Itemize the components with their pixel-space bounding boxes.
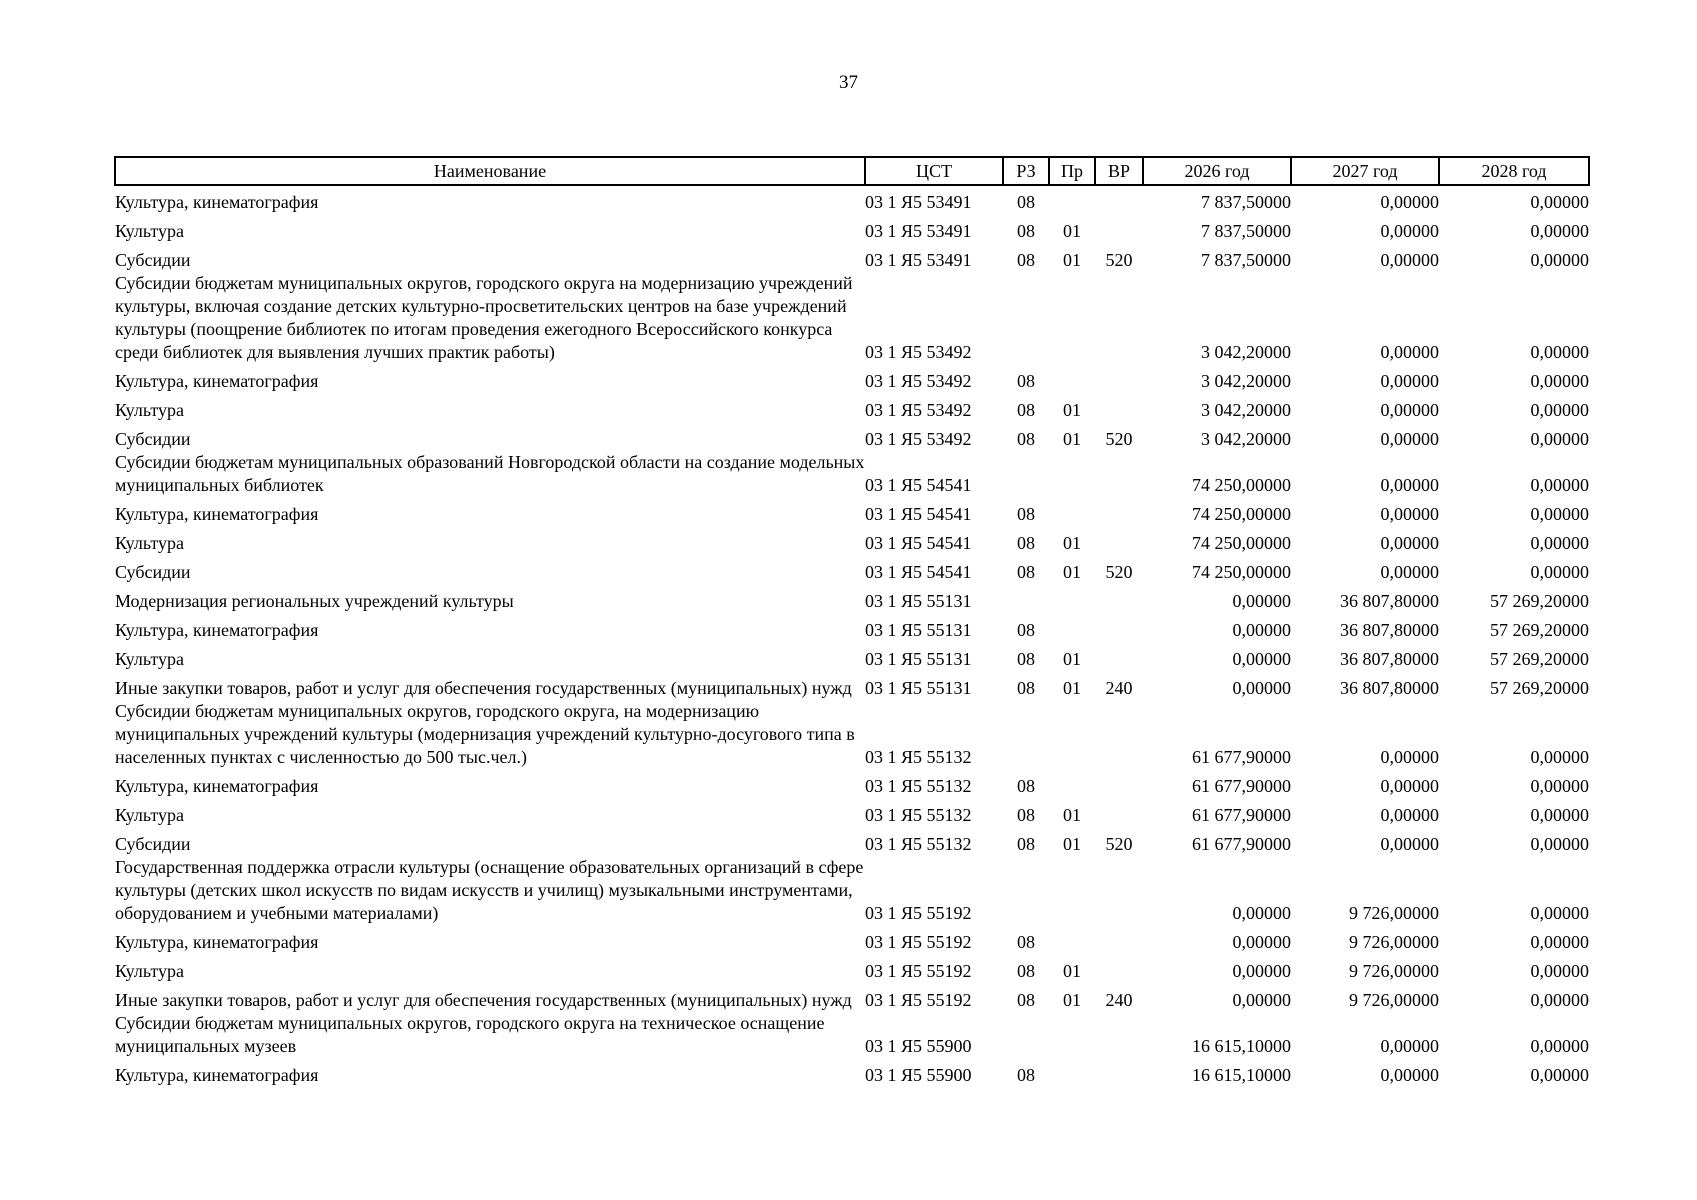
cell-rz: 08 bbox=[1017, 221, 1035, 241]
budget-table bbox=[114, 156, 1590, 1087]
cell-pr bbox=[1049, 613, 1095, 642]
cell-cst: 03 1 Я5 53491 bbox=[865, 221, 972, 241]
table-body bbox=[115, 185, 1589, 1087]
cell-2027: 9 726,00000 bbox=[1349, 990, 1439, 1010]
cell-pr bbox=[1049, 1058, 1095, 1087]
table-row bbox=[115, 422, 1589, 451]
cell-2027: 0,00000 bbox=[1380, 429, 1439, 449]
cell-cst: 03 1 Я5 55192 bbox=[865, 961, 972, 981]
cell-rz bbox=[1003, 1012, 1049, 1058]
cell-rz: 08 bbox=[1017, 834, 1035, 854]
cell-rz: 08 bbox=[1017, 649, 1035, 669]
cell-cst: 03 1 Я5 54541 bbox=[865, 504, 972, 524]
cell-name: Культура bbox=[115, 221, 184, 241]
cell-pr: 01 bbox=[1063, 429, 1081, 449]
cell-name: Субсидии бюджетам муниципальных округов, городского округа на модернизацию учреждений культуры, включая создание детских культурно-просветительских центров на базе учреждений культуры (поощрение библиотек по итогам проведения ежегодного Всероссийского конкурса среди библиотек для выявления лучших практик работы) bbox=[115, 273, 853, 362]
cell-cst: 03 1 Я5 55900 bbox=[865, 1036, 972, 1056]
cell-rz: 08 bbox=[1017, 805, 1035, 825]
cell-name: Субсидии bbox=[115, 250, 191, 270]
cell-pr: 01 bbox=[1063, 834, 1081, 854]
cell-name: Субсидии бюджетам муниципальных округов, городского округа на техническое оснащение муниципальных музеев bbox=[115, 1013, 825, 1056]
cell-2027: 0,00000 bbox=[1380, 504, 1439, 524]
cell-vr bbox=[1095, 185, 1143, 214]
cell-cst: 03 1 Я5 55192 bbox=[865, 932, 972, 952]
cell-2027: 9 726,00000 bbox=[1349, 903, 1439, 923]
cell-pr bbox=[1049, 364, 1095, 393]
cell-2026: 16 615,10000 bbox=[1192, 1036, 1291, 1056]
cell-name: Субсидии бюджетам муниципальных округов, городского округа, на модернизацию муниципальных учреждений культуры (модернизация учреждений культурно-досугового типа в населенных пунктах с численностью до 500 тыс.чел.) bbox=[115, 701, 855, 767]
cell-2026: 0,00000 bbox=[1232, 591, 1291, 611]
table-row bbox=[115, 555, 1589, 584]
cell-cst: 03 1 Я5 53492 bbox=[865, 342, 972, 362]
cell-2026: 7 837,50000 bbox=[1201, 192, 1291, 212]
cell-rz: 08 bbox=[1017, 562, 1035, 582]
cell-cst: 03 1 Я5 54541 bbox=[865, 533, 972, 553]
cell-pr bbox=[1049, 272, 1095, 364]
cell-rz: 08 bbox=[1017, 400, 1035, 420]
cell-2026: 61 677,90000 bbox=[1192, 776, 1291, 796]
cell-vr bbox=[1095, 497, 1143, 526]
table-row bbox=[115, 983, 1589, 1012]
cell-name: Культура, кинематография bbox=[115, 1065, 319, 1085]
cell-2026: 0,00000 bbox=[1232, 932, 1291, 952]
header-2027: 2027 год bbox=[1291, 157, 1439, 185]
cell-vr bbox=[1095, 364, 1143, 393]
cell-2028: 57 269,20000 bbox=[1490, 678, 1589, 698]
cell-cst: 03 1 Я5 55132 bbox=[865, 747, 972, 767]
cell-2027: 9 726,00000 bbox=[1349, 932, 1439, 952]
cell-2028: 57 269,20000 bbox=[1490, 620, 1589, 640]
cell-2028: 0,00000 bbox=[1530, 342, 1589, 362]
cell-vr bbox=[1095, 1012, 1143, 1058]
cell-rz bbox=[1003, 272, 1049, 364]
cell-2026: 0,00000 bbox=[1232, 678, 1291, 698]
cell-2026: 7 837,50000 bbox=[1201, 221, 1291, 241]
cell-pr: 01 bbox=[1063, 400, 1081, 420]
cell-pr: 01 bbox=[1063, 533, 1081, 553]
cell-cst: 03 1 Я5 55131 bbox=[865, 678, 972, 698]
cell-vr: 520 bbox=[1105, 429, 1133, 449]
header-name: Наименование bbox=[115, 157, 865, 185]
cell-pr: 01 bbox=[1063, 961, 1081, 981]
cell-cst: 03 1 Я5 53492 bbox=[865, 400, 972, 420]
table-row bbox=[115, 393, 1589, 422]
cell-name: Культура, кинематография bbox=[115, 504, 319, 524]
cell-rz: 08 bbox=[1017, 776, 1035, 796]
cell-2028: 0,00000 bbox=[1530, 1036, 1589, 1056]
cell-rz bbox=[1003, 584, 1049, 613]
cell-name: Культура bbox=[115, 961, 184, 981]
table-row bbox=[115, 214, 1589, 243]
cell-2028: 0,00000 bbox=[1530, 747, 1589, 767]
cell-pr: 01 bbox=[1063, 805, 1081, 825]
cell-pr: 01 bbox=[1063, 250, 1081, 270]
table-row bbox=[115, 243, 1589, 272]
cell-vr bbox=[1095, 393, 1143, 422]
cell-pr bbox=[1049, 700, 1095, 769]
cell-name: Культура, кинематография bbox=[115, 192, 319, 212]
cell-2027: 0,00000 bbox=[1380, 475, 1439, 495]
cell-2028: 0,00000 bbox=[1530, 429, 1589, 449]
cell-name: Субсидии бюджетам муниципальных образований Новгородской области на создание модельных муниципальных библиотек bbox=[115, 452, 865, 495]
cell-2027: 0,00000 bbox=[1380, 1036, 1439, 1056]
cell-name: Культура bbox=[115, 649, 184, 669]
cell-pr: 01 bbox=[1063, 562, 1081, 582]
cell-2027: 0,00000 bbox=[1380, 221, 1439, 241]
cell-2026: 0,00000 bbox=[1232, 903, 1291, 923]
cell-2026: 0,00000 bbox=[1232, 961, 1291, 981]
cell-2028: 0,00000 bbox=[1530, 932, 1589, 952]
table-row bbox=[115, 798, 1589, 827]
cell-2026: 74 250,00000 bbox=[1192, 562, 1291, 582]
cell-2026: 74 250,00000 bbox=[1192, 504, 1291, 524]
table-row bbox=[115, 954, 1589, 983]
cell-pr bbox=[1049, 769, 1095, 798]
cell-name: Субсидии bbox=[115, 562, 191, 582]
cell-name: Государственная поддержка отрасли культуры (оснащение образовательных организаций в сфере культуры (детских школ искусств по видам искусств и училищ) музыкальными инструментами, оборудованием и учебными материалами) bbox=[115, 857, 864, 923]
cell-pr: 01 bbox=[1063, 990, 1081, 1010]
cell-2028: 0,00000 bbox=[1530, 776, 1589, 796]
cell-pr: 01 bbox=[1063, 649, 1081, 669]
cell-rz bbox=[1003, 451, 1049, 497]
header-rz: РЗ bbox=[1003, 157, 1049, 185]
cell-name: Иные закупки товаров, работ и услуг для обеспечения государственных (муниципальных) нужд bbox=[115, 678, 852, 698]
cell-2026: 3 042,20000 bbox=[1201, 429, 1291, 449]
cell-2028: 0,00000 bbox=[1530, 805, 1589, 825]
cell-2028: 0,00000 bbox=[1530, 192, 1589, 212]
cell-2028: 0,00000 bbox=[1530, 834, 1589, 854]
cell-2026: 0,00000 bbox=[1232, 620, 1291, 640]
cell-2027: 0,00000 bbox=[1380, 776, 1439, 796]
cell-cst: 03 1 Я5 55131 bbox=[865, 649, 972, 669]
header-vr: ВР bbox=[1095, 157, 1143, 185]
cell-cst: 03 1 Я5 55192 bbox=[865, 990, 972, 1010]
cell-cst: 03 1 Я5 55132 bbox=[865, 776, 972, 796]
cell-2027: 0,00000 bbox=[1380, 371, 1439, 391]
table-row bbox=[115, 497, 1589, 526]
cell-cst: 03 1 Я5 53491 bbox=[865, 192, 972, 212]
cell-2026: 3 042,20000 bbox=[1201, 400, 1291, 420]
cell-rz: 08 bbox=[1017, 678, 1035, 698]
cell-vr: 520 bbox=[1105, 562, 1133, 582]
cell-2027: 36 807,80000 bbox=[1340, 591, 1439, 611]
cell-rz: 08 bbox=[1017, 192, 1035, 212]
cell-cst: 03 1 Я5 54541 bbox=[865, 562, 972, 582]
cell-2027: 9 726,00000 bbox=[1349, 961, 1439, 981]
cell-2027: 0,00000 bbox=[1380, 342, 1439, 362]
cell-vr: 520 bbox=[1105, 250, 1133, 270]
cell-name: Субсидии bbox=[115, 429, 191, 449]
cell-vr bbox=[1095, 798, 1143, 827]
table-row bbox=[115, 642, 1589, 671]
table-row bbox=[115, 700, 1589, 769]
cell-vr bbox=[1095, 272, 1143, 364]
cell-name: Культура, кинематография bbox=[115, 620, 319, 640]
cell-2026: 61 677,90000 bbox=[1192, 805, 1291, 825]
cell-vr bbox=[1095, 584, 1143, 613]
cell-2027: 0,00000 bbox=[1380, 747, 1439, 767]
cell-name: Культура bbox=[115, 400, 184, 420]
cell-2028: 0,00000 bbox=[1530, 1065, 1589, 1085]
cell-rz bbox=[1003, 700, 1049, 769]
cell-vr: 240 bbox=[1105, 990, 1133, 1010]
cell-2027: 0,00000 bbox=[1380, 834, 1439, 854]
cell-vr bbox=[1095, 526, 1143, 555]
cell-pr: 01 bbox=[1063, 221, 1081, 241]
cell-pr bbox=[1049, 497, 1095, 526]
cell-vr bbox=[1095, 1058, 1143, 1087]
cell-2028: 0,00000 bbox=[1530, 504, 1589, 524]
cell-vr: 240 bbox=[1105, 678, 1133, 698]
cell-2026: 16 615,10000 bbox=[1192, 1065, 1291, 1085]
cell-rz: 08 bbox=[1017, 429, 1035, 449]
cell-vr bbox=[1095, 451, 1143, 497]
cell-pr bbox=[1049, 925, 1095, 954]
cell-2026: 3 042,20000 bbox=[1201, 371, 1291, 391]
cell-cst: 03 1 Я5 55132 bbox=[865, 834, 972, 854]
cell-2026: 0,00000 bbox=[1232, 990, 1291, 1010]
cell-2026: 61 677,90000 bbox=[1192, 747, 1291, 767]
table-row bbox=[115, 451, 1589, 497]
cell-2028: 0,00000 bbox=[1530, 562, 1589, 582]
cell-rz: 08 bbox=[1017, 1065, 1035, 1085]
cell-2026: 7 837,50000 bbox=[1201, 250, 1291, 270]
cell-2028: 0,00000 bbox=[1530, 400, 1589, 420]
cell-cst: 03 1 Я5 53492 bbox=[865, 371, 972, 391]
cell-2027: 0,00000 bbox=[1380, 250, 1439, 270]
cell-cst: 03 1 Я5 55900 bbox=[865, 1065, 972, 1085]
cell-2027: 0,00000 bbox=[1380, 805, 1439, 825]
cell-rz: 08 bbox=[1017, 250, 1035, 270]
cell-2028: 0,00000 bbox=[1530, 250, 1589, 270]
table-header-row bbox=[115, 157, 1589, 185]
header-2028: 2028 год bbox=[1439, 157, 1589, 185]
cell-2027: 0,00000 bbox=[1380, 192, 1439, 212]
cell-2028: 57 269,20000 bbox=[1490, 591, 1589, 611]
cell-rz bbox=[1003, 856, 1049, 925]
header-cst: ЦСТ bbox=[865, 157, 1003, 185]
cell-name: Культура bbox=[115, 533, 184, 553]
table-row bbox=[115, 185, 1589, 214]
cell-name: Культура, кинематография bbox=[115, 371, 319, 391]
table-row bbox=[115, 925, 1589, 954]
cell-name: Субсидии bbox=[115, 834, 191, 854]
cell-rz: 08 bbox=[1017, 620, 1035, 640]
cell-pr bbox=[1049, 185, 1095, 214]
cell-2027: 0,00000 bbox=[1380, 562, 1439, 582]
table-row bbox=[115, 613, 1589, 642]
cell-name: Культура, кинематография bbox=[115, 932, 319, 952]
cell-name: Иные закупки товаров, работ и услуг для обеспечения государственных (муниципальных) нужд bbox=[115, 990, 852, 1010]
cell-vr bbox=[1095, 925, 1143, 954]
page-number: 37 bbox=[839, 72, 858, 93]
cell-2027: 36 807,80000 bbox=[1340, 649, 1439, 669]
cell-name: Модернизация региональных учреждений культуры bbox=[115, 591, 514, 611]
cell-2028: 0,00000 bbox=[1530, 990, 1589, 1010]
cell-rz: 08 bbox=[1017, 932, 1035, 952]
header-pr: Пр bbox=[1049, 157, 1095, 185]
cell-2028: 0,00000 bbox=[1530, 371, 1589, 391]
table-row bbox=[115, 769, 1589, 798]
cell-2028: 0,00000 bbox=[1530, 961, 1589, 981]
table-row bbox=[115, 364, 1589, 393]
cell-cst: 03 1 Я5 53491 bbox=[865, 250, 972, 270]
table-row bbox=[115, 1012, 1589, 1058]
cell-pr: 01 bbox=[1063, 678, 1081, 698]
table-row bbox=[115, 584, 1589, 613]
cell-2026: 74 250,00000 bbox=[1192, 475, 1291, 495]
cell-pr bbox=[1049, 1012, 1095, 1058]
cell-2027: 36 807,80000 bbox=[1340, 678, 1439, 698]
cell-cst: 03 1 Я5 54541 bbox=[865, 475, 972, 495]
cell-vr bbox=[1095, 642, 1143, 671]
cell-2027: 0,00000 bbox=[1380, 1065, 1439, 1085]
table-row bbox=[115, 526, 1589, 555]
table-row bbox=[115, 671, 1589, 700]
table-row bbox=[115, 827, 1589, 856]
cell-2028: 57 269,20000 bbox=[1490, 649, 1589, 669]
table-row bbox=[115, 1058, 1589, 1087]
cell-cst: 03 1 Я5 55192 bbox=[865, 903, 972, 923]
cell-vr bbox=[1095, 856, 1143, 925]
cell-2026: 74 250,00000 bbox=[1192, 533, 1291, 553]
cell-2027: 0,00000 bbox=[1380, 400, 1439, 420]
cell-2026: 3 042,20000 bbox=[1201, 342, 1291, 362]
cell-cst: 03 1 Я5 55131 bbox=[865, 591, 972, 611]
cell-vr bbox=[1095, 613, 1143, 642]
cell-vr bbox=[1095, 954, 1143, 983]
cell-pr bbox=[1049, 584, 1095, 613]
cell-2028: 0,00000 bbox=[1530, 221, 1589, 241]
cell-2028: 0,00000 bbox=[1530, 903, 1589, 923]
cell-2027: 36 807,80000 bbox=[1340, 620, 1439, 640]
cell-name: Культура, кинематография bbox=[115, 776, 319, 796]
cell-2027: 0,00000 bbox=[1380, 533, 1439, 553]
cell-rz: 08 bbox=[1017, 961, 1035, 981]
table-row bbox=[115, 272, 1589, 364]
cell-rz: 08 bbox=[1017, 504, 1035, 524]
cell-name: Культура bbox=[115, 805, 184, 825]
cell-pr bbox=[1049, 451, 1095, 497]
cell-cst: 03 1 Я5 53492 bbox=[865, 429, 972, 449]
cell-cst: 03 1 Я5 55132 bbox=[865, 805, 972, 825]
cell-2026: 61 677,90000 bbox=[1192, 834, 1291, 854]
cell-rz: 08 bbox=[1017, 990, 1035, 1010]
cell-vr bbox=[1095, 214, 1143, 243]
cell-2028: 0,00000 bbox=[1530, 475, 1589, 495]
cell-2028: 0,00000 bbox=[1530, 533, 1589, 553]
cell-2026: 0,00000 bbox=[1232, 649, 1291, 669]
cell-pr bbox=[1049, 856, 1095, 925]
cell-cst: 03 1 Я5 55131 bbox=[865, 620, 972, 640]
cell-rz: 08 bbox=[1017, 371, 1035, 391]
table-row bbox=[115, 856, 1589, 925]
cell-rz: 08 bbox=[1017, 533, 1035, 553]
cell-vr: 520 bbox=[1105, 834, 1133, 854]
header-2026: 2026 год bbox=[1143, 157, 1291, 185]
cell-vr bbox=[1095, 769, 1143, 798]
cell-vr bbox=[1095, 700, 1143, 769]
